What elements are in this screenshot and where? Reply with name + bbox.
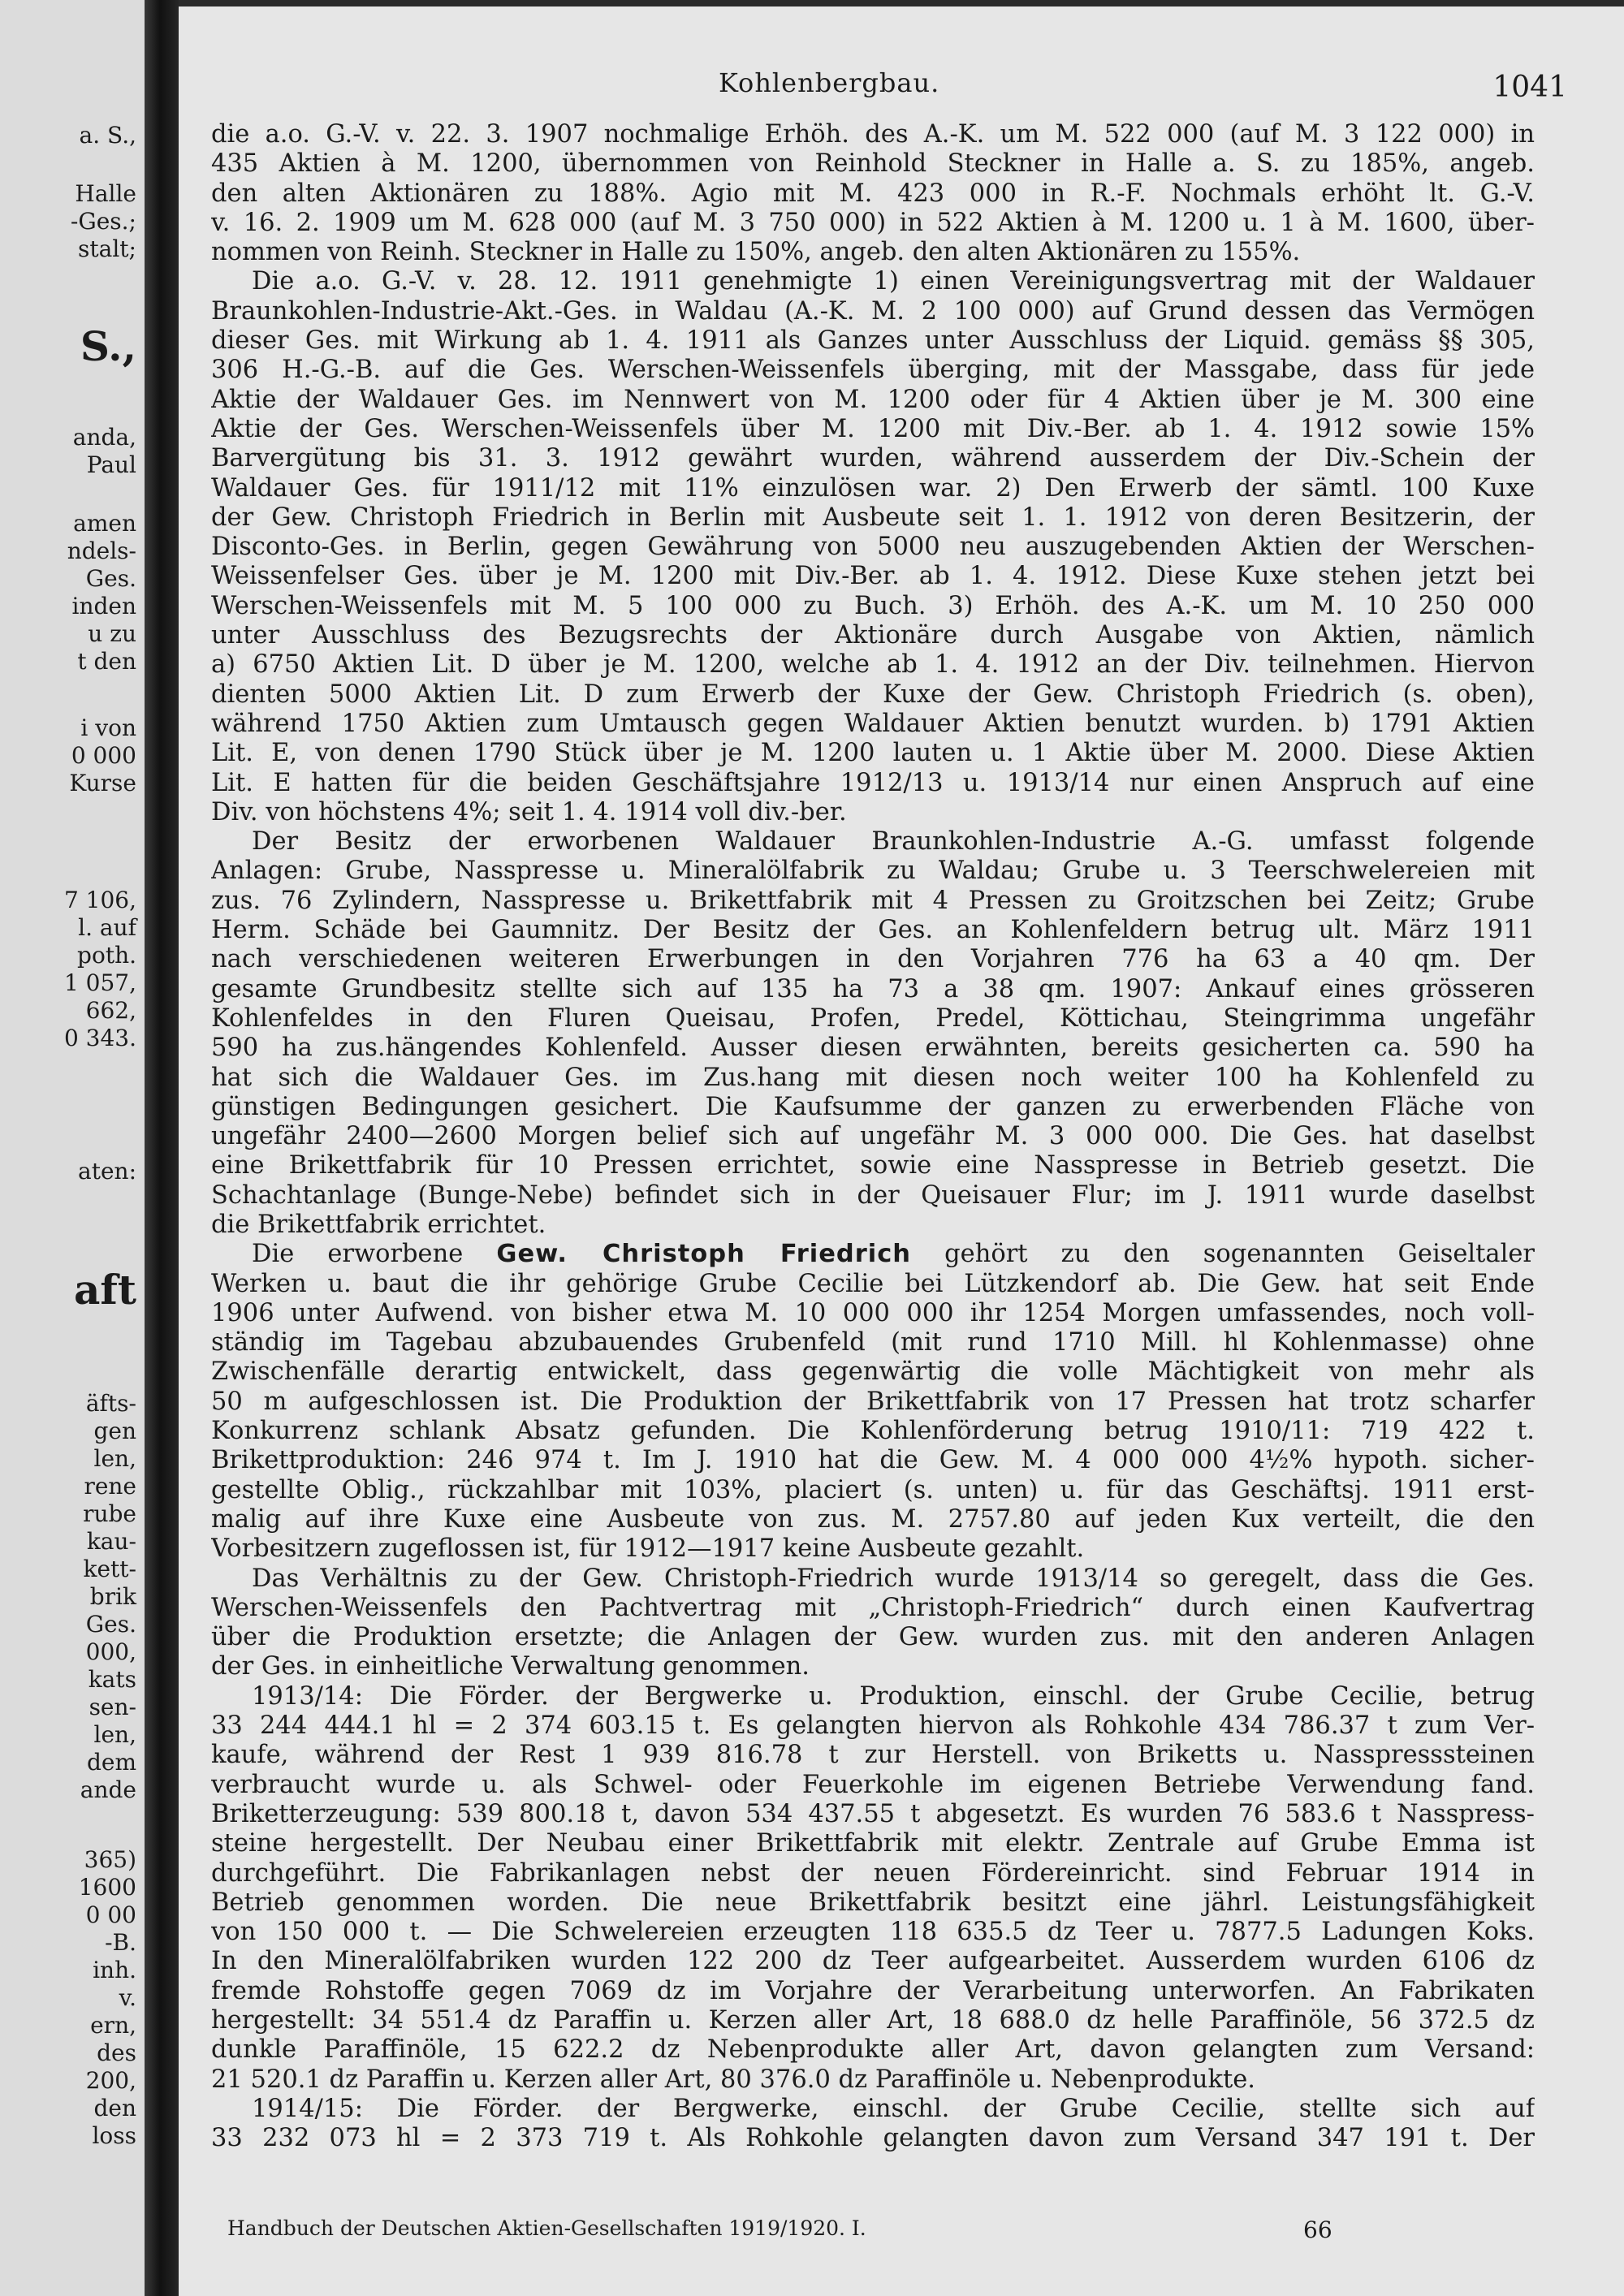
text-line: Herm. Schäde bei Gaumnitz. Der Besitz der Ges. an Kohlenfeldern betrug ult. März 1911 — [211, 916, 1535, 945]
text-line: Lit. E hatten für die beiden Geschäftsjahre 1912/13 u. 1913/14 nur einen Anspruch auf eine — [211, 768, 1535, 797]
text-line: 1914/15: Die Förder. der Bergwerke, einschl. der Grube Cecilie, stellte sich auf — [252, 2094, 1535, 2123]
book-gutter — [145, 0, 179, 2296]
text-line: Briketterzeugung: 539 800.18 t, davon 534 437.55 t abgesetzt. Es wurden 76 583.6 t Nasspress- — [211, 1799, 1535, 1828]
left-page-text-fragment: ern, — [90, 2012, 136, 2039]
text-line: Disconto-Ges. in Berlin, gegen Gewährung von 5000 neu auszugebenden Aktien der Werschen- — [211, 533, 1535, 562]
left-page-text-fragment: rene — [84, 1473, 136, 1500]
left-page-text-fragment: kau- — [86, 1528, 136, 1555]
text-line: hergestellt: 34 551.4 dz Paraffin u. Kerzen aller Art, 18 688.0 dz helle Paraffinöle, 56 372.5 dz — [211, 2006, 1535, 2035]
text-line: Zwischenfälle derartig entwickelt, dass gegenwärtig die volle Mächtigkeit von mehr als — [211, 1357, 1535, 1387]
text-line: gesamte Grundbesitz stellte sich auf 135 ha 73 a 38 qm. 1907: Ankauf eines grösseren — [211, 974, 1535, 1003]
text-line: der Ges. in einheitliche Verwaltung genommen. — [211, 1652, 810, 1681]
left-page-text-fragment: len, — [93, 1445, 136, 1472]
left-page-text-fragment: aten: — [78, 1158, 136, 1185]
line-segment: Die erworbene — [252, 1240, 497, 1269]
text-line: verbraucht wurde u. als Schwel- oder Feuerkohle im eigenen Betriebe Verwendung fand. — [211, 1770, 1535, 1799]
text-line: der Gew. Christoph Friedrich in Berlin mit Ausbeute seit 1. 1. 1912 von deren Besitzerin, der — [211, 503, 1535, 532]
company-name-bold: Gew. Christoph Friedrich — [496, 1240, 912, 1269]
left-page-text-fragment: den — [93, 2095, 136, 2121]
text-line: malig auf ihre Kuxe eine Ausbeute von zus. M. 2757.80 auf jeden Kux verteilt, die den — [211, 1504, 1535, 1534]
left-page-text-fragment: rube — [83, 1500, 136, 1527]
left-page-text-fragment: anda, — [72, 424, 136, 451]
left-page-text-fragment: 365) — [84, 1846, 136, 1873]
text-line: Waldauer Ges. für 1911/12 mit 11% einzulösen war. 2) Den Erwerb der sämtl. 100 Kuxe — [211, 473, 1535, 503]
left-page-text-fragment: amen — [73, 510, 136, 537]
signature-mark: 66 — [1303, 2216, 1332, 2243]
left-page-text-fragment: 7 106, — [63, 887, 136, 913]
left-page-text-fragment: -B. — [105, 1929, 136, 1956]
text-line: gestellte Oblig., rückzahlbar mit 103%, placiert (s. unten) u. für das Geschäftsj. 1911 erst- — [211, 1475, 1535, 1504]
left-page-text-fragment: ande — [80, 1776, 136, 1803]
main-page — [179, 6, 1624, 2296]
left-page-text-fragment: S., — [80, 322, 136, 370]
text-line: 1906 unter Aufwend. von bisher etwa M. 10 000 000 ihr 1254 Morgen umfassendes, noch voll- — [211, 1298, 1535, 1327]
text-line: Braunkohlen-Industrie-Akt.-Ges. in Waldau (A.-K. M. 2 100 000) auf Grund dessen das Vermögen — [211, 296, 1535, 326]
text-line: den alten Aktionären zu 188%. Agio mit M. 423 000 in R.-F. Nochmals erhöht lt. G.-V. — [211, 179, 1535, 208]
text-line: Konkurrenz schlank Absatz gefunden. Die Kohlenförderung betrug 1910/11: 719 422 t. — [211, 1417, 1535, 1446]
text-line: die a.o. G.-V. v. 22. 3. 1907 nochmalige Erhöh. des A.-K. um M. 522 000 (auf M. 3 122 000) in — [211, 120, 1535, 149]
text-line: Weissenfelser Ges. über je M. 1200 mit Div.-Ber. ab 1. 4. 1912. Diese Kuxe stehen jetzt bei — [211, 562, 1535, 591]
text-line: dieser Ges. mit Wirkung ab 1. 4. 1911 als Ganzes unter Ausschluss der Liquid. gemäss §§ 305, — [211, 326, 1535, 356]
line-segment: gehört zu den sogenannten Geiseltaler — [911, 1240, 1535, 1269]
text-line: steine hergestellt. Der Neubau einer Brikettfabrik mit elektr. Zentrale auf Grube Emma ist — [211, 1829, 1535, 1858]
left-page-text-fragment: kats — [88, 1666, 136, 1693]
left-page-text-fragment: inden — [71, 593, 136, 619]
text-line: kaufe, während der Rest 1 939 816.78 t zur Herstell. von Briketts u. Nasspresssteinen — [211, 1741, 1535, 1770]
text-line: a) 6750 Aktien Lit. D über je M. 1200, welche ab 1. 4. 1912 an der Div. teilnehmen. Hiervon — [211, 650, 1535, 680]
left-page-text-fragment: len, — [93, 1721, 136, 1748]
left-page-text-fragment: stalt; — [78, 235, 136, 262]
text-line: Barvergütung bis 31. 3. 1912 gewährt wurden, während ausserdem der Div.-Schein der — [211, 444, 1535, 473]
text-line: 306 H.-G.-B. auf die Ges. Werschen-Weissenfels überging, mit der Massgabe, dass für jede — [211, 356, 1535, 385]
text-line — [211, 1240, 1535, 1269]
left-page-text-fragment: dem — [86, 1749, 136, 1776]
text-line: ungefähr 2400—2600 Morgen belief sich auf ungefähr M. 3 000 000. Die Ges. hat daselbst — [211, 1122, 1535, 1151]
text-line: dienten 5000 Aktien Lit. D zum Erwerb der Kuxe der Gew. Christoph Friedrich (s. oben), — [211, 680, 1535, 709]
left-page-text-fragment: Ges. — [85, 565, 136, 592]
left-page-text-fragment: u zu — [88, 620, 136, 647]
text-line: Betrieb genommen worden. Die neue Brikettfabrik besitzt eine jährl. Leistungsfähigkeit — [211, 1888, 1535, 1917]
page-footer — [227, 2216, 1527, 2249]
text-line: Die a.o. G.-V. v. 28. 12. 1911 genehmigte 1) einen Vereinigungsvertrag mit der Waldauer — [252, 267, 1535, 296]
text-line: zus. 76 Zylindern, Nasspresse u. Brikettfabrik mit 4 Pressen zu Groitzschen bei Zeitz; Grube — [211, 886, 1535, 915]
left-page-text-fragment: poth. — [77, 942, 136, 969]
text-line: Schachtanlage (Bunge-Nebe) befindet sich in der Queisauer Flur; im J. 1911 wurde daselbst — [211, 1180, 1535, 1210]
text-line: dunkle Paraffinöle, 15 622.2 dz Nebenprodukte aller Art, davon gelangten zum Versand: — [211, 2035, 1535, 2065]
left-page-text-fragment: Paul — [86, 451, 136, 478]
text-line: Brikettproduktion: 246 974 t. Im J. 1910 hat die Gew. M. 4 000 000 4½% hypoth. sicher- — [211, 1446, 1535, 1475]
text-line: Werschen-Weissenfels mit M. 5 100 000 zu Buch. 3) Erhöh. des A.-K. um M. 10 250 000 — [211, 591, 1535, 620]
text-line: Der Besitz der erworbenen Waldauer Braunkohlen-Industrie A.-G. umfasst folgende — [252, 827, 1535, 857]
text-line: durchgeführt. Die Fabrikanlagen nebst der neuen Fördereinricht. sind Februar 1914 in — [211, 1858, 1535, 1888]
body-text — [211, 120, 1535, 2153]
left-page-text-fragment: Kurse — [69, 770, 136, 796]
running-title: Kohlenbergbau. — [719, 67, 940, 98]
text-line: die Brikettfabrik errichtet. — [211, 1210, 546, 1239]
text-line: ständig im Tagebau abzubauendes Grubenfeld (mit rund 1710 Mill. hl Kohlenmasse) ohne — [211, 1328, 1535, 1357]
text-line: Werken u. baut die ihr gehörige Grube Cecilie bei Lützkendorf ab. Die Gew. hat seit Ende — [211, 1269, 1535, 1298]
text-line: 435 Aktien à M. 1200, übernommen von Reinhold Steckner in Halle a. S. zu 185%, angeb. — [211, 149, 1535, 179]
left-page-text-fragment: aft — [73, 1266, 136, 1314]
left-page-text-fragment: v. — [119, 1984, 136, 2011]
text-line: 50 m aufgeschlossen ist. Die Produktion der Brikettfabrik von 17 Pressen hat trotz scharfer — [211, 1387, 1535, 1416]
left-page-text-fragment: i von — [80, 714, 136, 741]
text-line: Lit. E, von denen 1790 Stück über je M. 1200 lauten u. 1 Aktie über M. 2000. Diese Aktien — [211, 739, 1535, 768]
left-page-text-fragment: des — [97, 2039, 136, 2066]
left-page-text-fragment: 0 343. — [63, 1025, 136, 1051]
text-line: 33 232 073 hl = 2 373 719 t. Als Rohkohle gelangten davon zum Versand 347 191 t. Der — [211, 2124, 1535, 2153]
left-page-fragment — [0, 0, 145, 2296]
left-page-text-fragment: gen — [93, 1418, 136, 1444]
left-page-text-fragment: l. auf — [78, 914, 136, 941]
text-line: über die Produktion ersetzte; die Anlagen der Gew. wurden zus. mit den anderen Anlagen — [211, 1623, 1535, 1652]
left-page-text-fragment: brik — [89, 1583, 136, 1610]
text-line: 33 244 444.1 hl = 2 374 603.15 t. Es gelangten hiervon als Rohkohle 434 786.37 t zum Ver- — [211, 1711, 1535, 1741]
left-page-text-fragment: ndels- — [67, 537, 136, 564]
text-line: Vorbesitzern zugeflossen ist, für 1912—1917 keine Ausbeute gezahlt. — [211, 1534, 1085, 1564]
text-line: Aktie der Waldauer Ges. im Nennwert von M. 1200 oder für 4 Aktien über je M. 300 eine — [211, 385, 1535, 414]
left-page-text-fragment: a. S., — [79, 122, 136, 149]
text-line: günstigen Bedingungen gesichert. Die Kaufsumme der ganzen zu erwerbenden Fläche von — [211, 1092, 1535, 1121]
left-page-text-fragment: 1600 — [78, 1874, 136, 1901]
text-line: hat sich die Waldauer Ges. im Zus.hang mit diesen noch weiter 100 ha Kohlenfeld zu — [211, 1063, 1535, 1092]
text-line: nommen von Reinh. Steckner in Halle zu 150%, angeb. den alten Aktionären zu 155%. — [211, 238, 1301, 267]
text-line: unter Ausschluss des Bezugsrechts der Aktionäre durch Ausgabe von Aktien, nämlich — [211, 621, 1535, 650]
text-line: v. 16. 2. 1909 um M. 628 000 (auf M. 3 750 000) in 522 Aktien à M. 1200 u. 1 à M. 1600, über- — [211, 208, 1535, 237]
left-page-text-fragment: 662, — [85, 997, 136, 1024]
left-page-text-fragment: 000, — [85, 1638, 136, 1665]
text-line: 1913/14: Die Förder. der Bergwerke u. Produktion, einschl. der Grube Cecilie, betrug — [252, 1681, 1535, 1711]
footer-title: Handbuch der Deutschen Aktien-Gesellschaften 1919/1920. I. — [227, 2216, 866, 2240]
left-page-text-fragment: 0 00 — [85, 1901, 136, 1928]
text-line: von 150 000 t. — Die Schwelereien erzeugten 118 635.5 dz Teer u. 7877.5 Ladungen Koks. — [211, 1918, 1535, 1947]
left-page-text-fragment: loss — [92, 2122, 136, 2149]
text-line: während 1750 Aktien zum Umtausch gegen Waldauer Aktien benutzt wurden. b) 1791 Aktien — [211, 709, 1535, 738]
left-page-text-fragment: t den — [77, 648, 136, 675]
text-line: Div. von höchstens 4%; seit 1. 4. 1914 voll div.-ber. — [211, 797, 847, 826]
text-line: fremde Rohstoffe gegen 7069 dz im Vorjahre der Verarbeitung unterworfen. An Fabrikaten — [211, 1976, 1535, 2005]
text-line: nach verschiedenen weiteren Erwerbungen in den Vorjahren 776 ha 63 a 40 qm. Der — [211, 945, 1535, 974]
left-page-text-fragment: inh. — [93, 1957, 136, 1983]
text-line: Anlagen: Grube, Nasspresse u. Mineralölfabrik zu Waldau; Grube u. 3 Teerschwelereien mit — [211, 857, 1535, 886]
left-page-text-fragment: sen- — [89, 1694, 136, 1720]
text-line: Werschen-Weissenfels den Pachtvertrag mit „Christoph-Friedrich“ durch einen Kaufvertrag — [211, 1593, 1535, 1622]
page-number: 1041 — [1492, 71, 1567, 104]
text-line: eine Brikettfabrik für 10 Pressen errichtet, sowie eine Nasspresse in Betrieb gesetzt. Die — [211, 1151, 1535, 1180]
page-header — [179, 67, 1624, 116]
left-page-text-fragment: äfts- — [85, 1390, 136, 1417]
text-line: Aktie der Ges. Werschen-Weissenfels über M. 1200 mit Div.-Ber. ab 1. 4. 1912 sowie 15% — [211, 414, 1535, 443]
text-line: Kohlenfeldes in den Fluren Queisau, Profen, Predel, Köttichau, Steingrimma ungefähr — [211, 1003, 1535, 1033]
left-page-text-fragment: -Ges.; — [70, 208, 136, 235]
text-line: 590 ha zus.hängendes Kohlenfeld. Ausser diesen erwähnten, bereits gesicherten ca. 590 ha — [211, 1034, 1535, 1063]
text-line: Das Verhältnis zu der Gew. Christoph-Friedrich wurde 1913/14 so geregelt, dass die Ges. — [252, 1564, 1535, 1593]
left-page-text-fragment: 0 000 — [71, 742, 136, 769]
left-page-text-fragment: Halle — [75, 180, 136, 207]
text-line: 21 520.1 dz Paraffin u. Kerzen aller Art, 80 376.0 dz Paraffinöle u. Nebenprodukte. — [211, 2065, 1255, 2094]
left-page-text-fragment: kett- — [83, 1556, 136, 1582]
text-line: In den Mineralölfabriken wurden 122 200 dz Teer aufgearbeitet. Ausserdem wurden 6106 dz — [211, 1947, 1535, 1976]
left-page-text-fragment: Ges. — [85, 1611, 136, 1638]
left-page-text-fragment: 1 057, — [63, 969, 136, 996]
left-page-text-fragment: 200, — [85, 2067, 136, 2094]
